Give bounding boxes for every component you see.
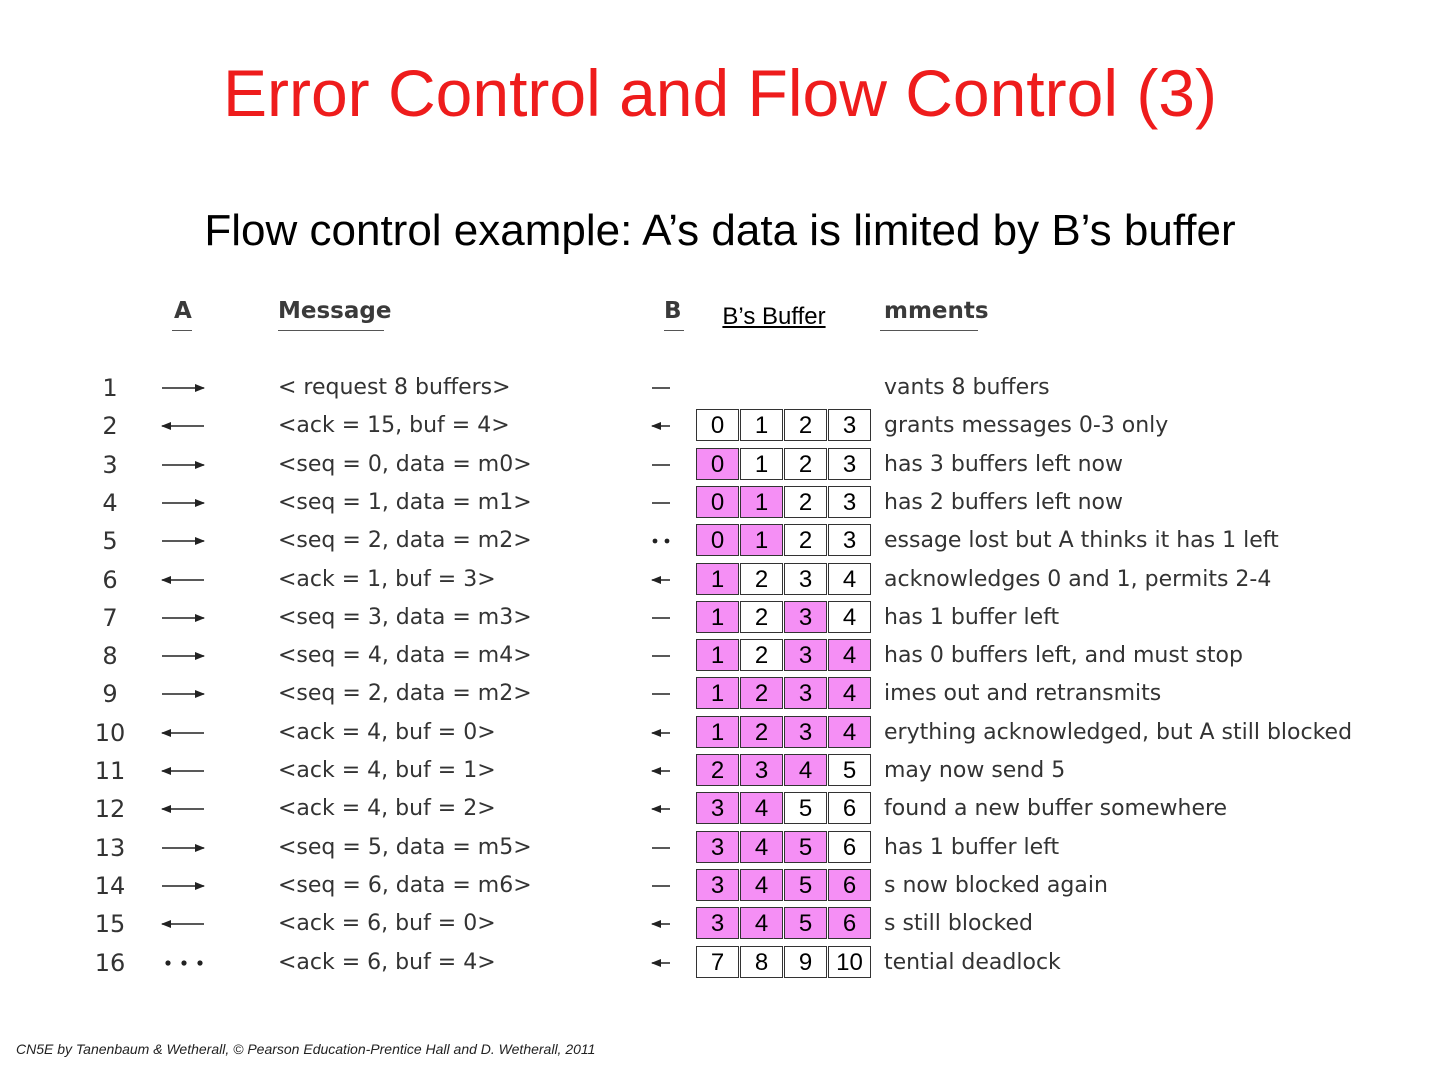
table-row: [0, 905, 1440, 943]
header-underline: [664, 330, 684, 331]
b-arrow: [650, 494, 672, 512]
direction-arrow: [160, 762, 208, 780]
arrow-dash-icon: [650, 839, 672, 857]
buffer-cells: [696, 524, 872, 556]
message-text: <seq = 0, data = m0>: [278, 451, 532, 477]
arrow-right-icon: [160, 609, 206, 627]
message-text: < request 8 buffers>: [278, 375, 511, 400]
buffer-slot-filled: 0: [696, 524, 739, 556]
buffer-slot-filled: 3: [696, 869, 739, 901]
direction-arrow: [160, 800, 208, 818]
table-row: [0, 675, 1440, 713]
direction-arrow: [160, 571, 208, 589]
column-header-comments: mments: [884, 298, 989, 324]
message-text: <ack = 6, buf = 0>: [278, 911, 496, 937]
message-text: <ack = 4, buf = 1>: [278, 758, 496, 783]
buffer-slot-empty: 2: [784, 448, 827, 480]
buffer-slot-empty: 3: [828, 524, 871, 556]
buffer-cells: [696, 946, 872, 978]
b-arrow: [650, 839, 672, 857]
message-text: <ack = 4, buf = 0>: [278, 719, 496, 745]
b-arrow: [650, 954, 672, 972]
buffer-slot-empty: 4: [828, 563, 871, 595]
buffer-slot-filled: 1: [740, 524, 783, 556]
comment-text: erything acknowledged, but A still blocked: [884, 719, 1353, 745]
buffer-cells: [696, 486, 872, 518]
comment-text: grants messages 0-3 only: [884, 413, 1169, 439]
b-arrow: [650, 762, 672, 780]
message-text: <seq = 5, data = m5>: [278, 834, 532, 860]
message-text: <seq = 6, data = m6>: [278, 872, 532, 898]
buffer-slot-empty: 5: [828, 754, 871, 786]
row-number: 10: [94, 718, 126, 747]
buffer-slot-filled: 4: [828, 716, 871, 748]
table-row: [0, 446, 1440, 484]
direction-arrow: [160, 532, 208, 550]
arrow-left-icon: [160, 724, 206, 742]
message-text: <ack = 15, buf = 4>: [278, 413, 510, 439]
b-arrow: [650, 609, 672, 627]
buffer-cells: [696, 831, 872, 863]
direction-arrow: [160, 724, 208, 742]
buffer-slot-empty: 8: [740, 946, 783, 978]
buffer-slot-filled: 3: [696, 792, 739, 824]
row-number: 14: [94, 871, 126, 900]
comment-text: has 1 buffer left: [884, 834, 1060, 860]
row-number: 3: [102, 450, 118, 479]
lost-dots-icon: [160, 954, 206, 972]
b-arrow: [650, 800, 672, 818]
message-text: <ack = 6, buf = 4>: [278, 949, 496, 975]
direction-arrow: [160, 647, 208, 665]
table-row: [0, 752, 1440, 790]
arrow-dash-icon: [650, 494, 672, 512]
b-arrow: [650, 417, 672, 435]
comment-text: has 0 buffers left, and must stop: [884, 643, 1243, 669]
buffer-cells: [696, 448, 872, 480]
buffer-slot-filled: 0: [696, 486, 739, 518]
buffer-slot-empty: 10: [828, 946, 871, 978]
buffer-slot-filled: 4: [740, 831, 783, 863]
buffer-slot-filled: 4: [740, 792, 783, 824]
row-number: 4: [102, 488, 118, 517]
b-arrow: [650, 571, 672, 589]
table-row: [0, 867, 1440, 905]
table-row: [0, 484, 1440, 522]
b-arrow: [650, 532, 672, 550]
buffer-slot-filled: 3: [784, 639, 827, 671]
buffer-cells: [696, 754, 872, 786]
buffer-slot-empty: 2: [740, 639, 783, 671]
direction-arrow: [160, 417, 208, 435]
buffer-slot-filled: 1: [696, 563, 739, 595]
b-arrow: [650, 647, 672, 665]
arrow-dash-icon: [650, 609, 672, 627]
buffer-slot-empty: 1: [740, 448, 783, 480]
arrow-left-icon: [160, 800, 206, 818]
message-text: <seq = 2, data = m2>: [278, 528, 532, 554]
buffer-slot-filled: 1: [696, 716, 739, 748]
arrow-left-icon: [160, 571, 206, 589]
row-number: 11: [94, 757, 126, 785]
direction-arrow: [160, 379, 208, 397]
buffer-slot-empty: 3: [828, 486, 871, 518]
arrow-right-icon: [160, 456, 206, 474]
direction-arrow: [160, 877, 208, 895]
arrow-right-icon: [160, 839, 206, 857]
arrow-right-icon: [160, 494, 206, 512]
arrow-right-icon: [160, 647, 206, 665]
buffer-slot-filled: 4: [740, 907, 783, 939]
arrow-left-icon: [650, 800, 672, 818]
buffer-cells: [696, 869, 872, 901]
buffer-slot-empty: 2: [740, 601, 783, 633]
buffer-slot-empty: 9: [784, 946, 827, 978]
buffer-slot-filled: 3: [696, 907, 739, 939]
buffer-slot-filled: 2: [740, 716, 783, 748]
buffer-slot-filled: 4: [784, 754, 827, 786]
buffer-slot-filled: 1: [696, 601, 739, 633]
message-text: <seq = 2, data = m2>: [278, 681, 532, 707]
message-text: <seq = 4, data = m4>: [278, 643, 532, 669]
arrow-left-icon: [650, 571, 672, 589]
buffer-slot-filled: 1: [740, 486, 783, 518]
arrow-left-icon: [160, 762, 206, 780]
comment-text: imes out and retransmits: [884, 681, 1162, 707]
buffer-slot-filled: 4: [740, 869, 783, 901]
buffer-slot-filled: 3: [784, 677, 827, 709]
buffer-slot-empty: 5: [784, 792, 827, 824]
table-row: [0, 829, 1440, 867]
row-number: 7: [102, 603, 118, 632]
arrow-left-icon: [650, 417, 672, 435]
comment-text: has 1 buffer left: [884, 604, 1060, 630]
row-number: 16: [94, 948, 126, 977]
table-row: [0, 790, 1440, 828]
buffer-cells: [696, 716, 872, 748]
buffer-cells: [696, 409, 872, 441]
buffer-slot-filled: 3: [696, 831, 739, 863]
direction-arrow: [160, 456, 208, 474]
buffer-slot-empty: 7: [696, 946, 739, 978]
comment-text: has 3 buffers left now: [884, 451, 1123, 477]
footer-credit: CN5E by Tanenbaum & Wetherall, © Pearson Education-Prentice Hall and D. Wetherall, 2011: [16, 1041, 596, 1057]
arrow-right-icon: [160, 379, 206, 397]
comment-text: acknowledges 0 and 1, permits 2-4: [884, 566, 1272, 592]
buffer-slot-filled: 5: [784, 831, 827, 863]
b-arrow: [650, 685, 672, 703]
buffer-slot-filled: 3: [784, 716, 827, 748]
buffer-slot-filled: 3: [740, 754, 783, 786]
row-number: 8: [102, 642, 118, 671]
row-number: 13: [94, 833, 126, 862]
row-number: 1: [102, 374, 118, 402]
header-underline: [278, 330, 384, 331]
direction-arrow: [160, 915, 208, 933]
buffer-slot-empty: 2: [784, 524, 827, 556]
b-arrow: [650, 379, 672, 397]
comment-text: has 2 buffers left now: [884, 489, 1123, 515]
message-text: <ack = 1, buf = 3>: [278, 566, 496, 592]
buffer-slot-empty: 3: [784, 563, 827, 595]
buffer-slot-filled: 5: [784, 907, 827, 939]
table-row: [0, 944, 1440, 982]
b-arrow: [650, 915, 672, 933]
comment-text: may now send 5: [884, 758, 1066, 783]
buffer-slot-filled: 2: [740, 677, 783, 709]
arrow-left-icon: [650, 954, 672, 972]
row-number: 9: [102, 680, 118, 709]
arrow-dash-icon: [650, 456, 672, 474]
direction-arrow: [160, 685, 208, 703]
row-number: 2: [102, 412, 118, 441]
message-text: <ack = 4, buf = 2>: [278, 796, 496, 822]
arrow-right-icon: [160, 685, 206, 703]
arrow-left-icon: [650, 915, 672, 933]
buffer-cells: [696, 639, 872, 671]
buffer-slot-empty: 2: [740, 563, 783, 595]
arrow-left-icon: [650, 724, 672, 742]
comment-text: essage lost but A thinks it has 1 left: [884, 528, 1279, 554]
direction-arrow: [160, 494, 208, 512]
buffer-column-header: B’s Buffer: [694, 300, 854, 336]
message-text: <seq = 1, data = m1>: [278, 489, 532, 515]
column-header-message: Message: [278, 298, 392, 324]
buffer-cells: [696, 677, 872, 709]
buffer-slot-empty: 4: [828, 601, 871, 633]
table-row: [0, 637, 1440, 675]
arrow-left-icon: [160, 417, 206, 435]
table-row: [0, 369, 1440, 407]
direction-arrow: [160, 609, 208, 627]
buffer-slot-empty: 6: [828, 792, 871, 824]
slide-title: Error Control and Flow Control (3): [223, 56, 1217, 130]
arrow-dash-icon: [650, 877, 672, 895]
row-number: 12: [94, 795, 126, 824]
arrow-dash-icon: [650, 685, 672, 703]
buffer-slot-filled: 1: [696, 677, 739, 709]
comment-text: found a new buffer somewhere: [884, 796, 1228, 822]
buffer-slot-filled: 3: [784, 601, 827, 633]
arrow-right-icon: [160, 877, 206, 895]
buffer-slot-empty: 2: [784, 409, 827, 441]
buffer-slot-filled: 6: [828, 907, 871, 939]
row-number: 15: [94, 910, 126, 939]
lost-dots-icon: [650, 532, 672, 550]
arrow-left-icon: [650, 762, 672, 780]
arrow-dash-icon: [650, 647, 672, 665]
buffer-slot-filled: 4: [828, 677, 871, 709]
buffer-cells: [696, 601, 872, 633]
buffer-slot-filled: 1: [696, 639, 739, 671]
row-number: 6: [102, 565, 118, 594]
comment-text: vants 8 buffers: [884, 375, 1050, 400]
slide-subtitle: Flow control example: A’s data is limited by B’s buffer: [204, 206, 1236, 255]
buffer-slot-filled: 2: [696, 754, 739, 786]
message-text: <seq = 3, data = m3>: [278, 604, 532, 630]
b-arrow: [650, 724, 672, 742]
arrow-right-icon: [160, 532, 206, 550]
arrow-left-icon: [160, 915, 206, 933]
header-underline: [172, 330, 192, 331]
buffer-cells: [696, 792, 872, 824]
arrow-dash-icon: [650, 379, 672, 397]
table-row: [0, 714, 1440, 752]
table-row: [0, 561, 1440, 599]
buffer-slot-filled: 4: [828, 639, 871, 671]
buffer-cells: [696, 563, 872, 595]
buffer-slot-empty: 6: [828, 831, 871, 863]
buffer-slot-filled: 5: [784, 869, 827, 901]
table-row: [0, 599, 1440, 637]
comment-text: s still blocked: [884, 911, 1033, 937]
buffer-slot-empty: 3: [828, 409, 871, 441]
buffer-cells: [696, 907, 872, 939]
column-header-b: B: [664, 298, 682, 324]
buffer-slot-empty: 3: [828, 448, 871, 480]
table-row: [0, 522, 1440, 560]
buffer-slot-filled: 6: [828, 869, 871, 901]
buffer-slot-empty: 2: [784, 486, 827, 518]
row-number: 5: [102, 527, 118, 556]
buffer-slot-filled: 0: [696, 448, 739, 480]
comment-text: s now blocked again: [884, 872, 1108, 898]
comment-text: tential deadlock: [884, 949, 1061, 975]
b-arrow: [650, 877, 672, 895]
table-row: [0, 407, 1440, 445]
direction-arrow: [160, 839, 208, 857]
buffer-slot-empty: 1: [740, 409, 783, 441]
b-arrow: [650, 456, 672, 474]
buffer-slot-empty: 0: [696, 409, 739, 441]
direction-arrow: [160, 954, 208, 972]
column-header-a: A: [174, 298, 192, 324]
header-underline: [880, 330, 978, 331]
